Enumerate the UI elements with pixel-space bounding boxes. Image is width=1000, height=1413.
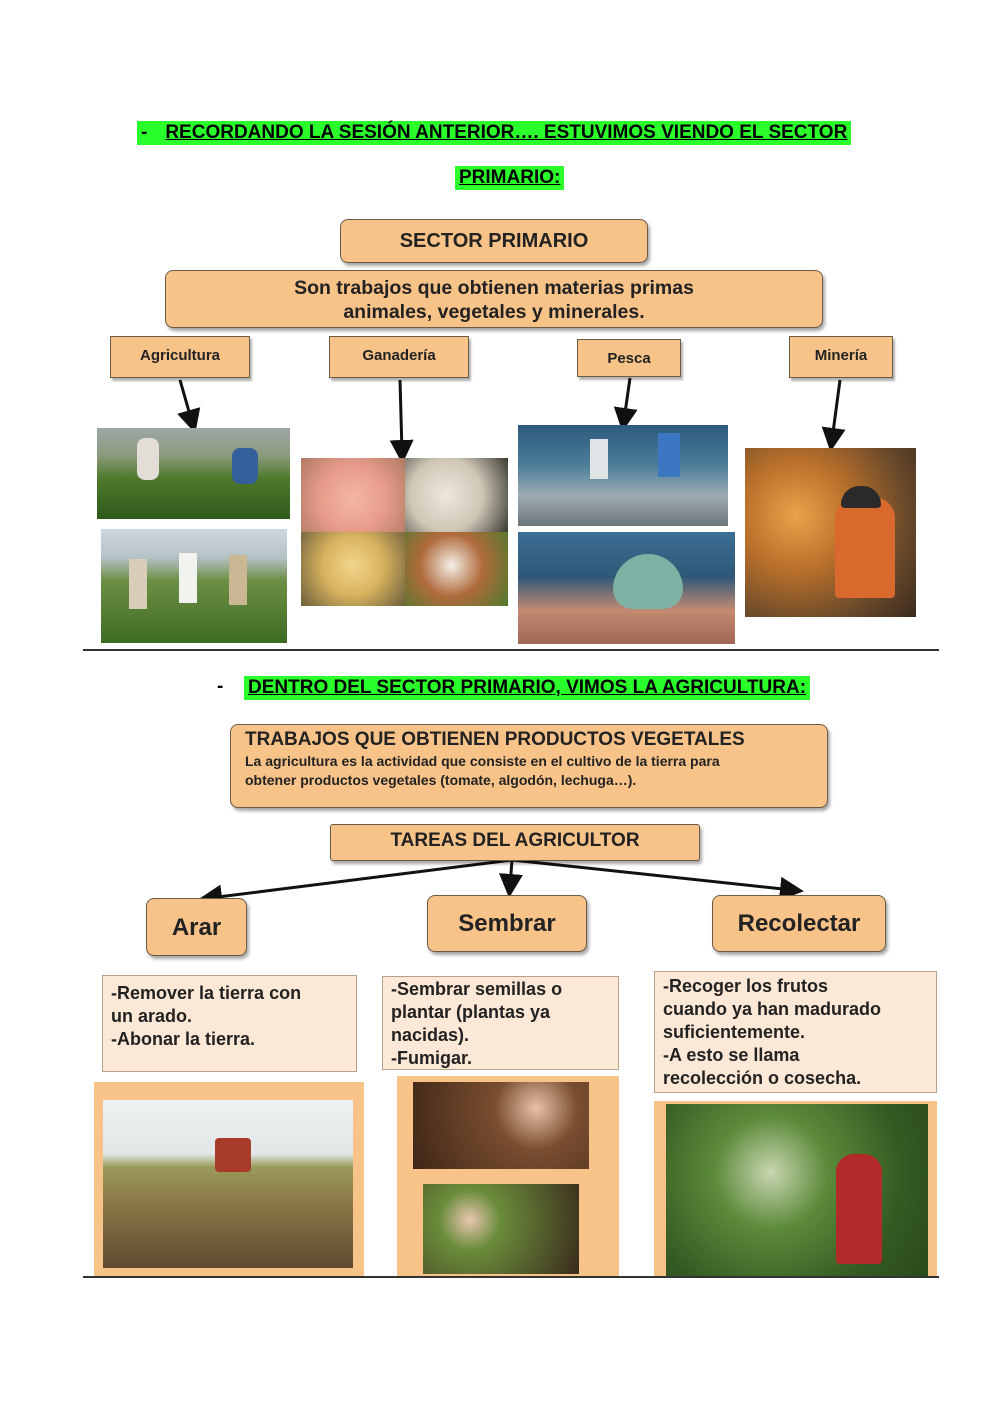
photo-pesca-1 <box>518 425 728 526</box>
sheep-photo <box>405 458 508 532</box>
tasks-title: TAREAS DEL AGRICULTOR <box>390 830 640 851</box>
photo-pesca-2 <box>518 532 735 644</box>
fishing-net <box>613 554 683 609</box>
arrow-ganaderia <box>400 380 402 452</box>
task-arar-description <box>102 975 357 1072</box>
desc-line: nacidas). <box>391 1025 470 1045</box>
heading-1-line-2: PRIMARIO: <box>455 166 564 190</box>
desc-line: -Recoger los frutos <box>663 976 829 996</box>
miner-figure <box>835 498 895 598</box>
fisherman-figure <box>658 433 680 477</box>
desc-line: -Sembrar semillas o <box>391 979 563 999</box>
arrow-recolectar <box>512 860 792 890</box>
miner-helmet <box>841 486 881 508</box>
farmer-figure <box>229 555 247 605</box>
task-recolectar-description <box>654 971 937 1093</box>
photo-sembrar-seeds <box>413 1082 589 1169</box>
divider-1 <box>83 649 939 651</box>
task-recolectar-box <box>712 895 886 952</box>
desc-line: plantar (plantas ya <box>391 1002 551 1022</box>
harvester-figure <box>836 1154 882 1264</box>
desc-line: -Fumigar. <box>391 1048 473 1068</box>
farmer-figure <box>232 448 258 484</box>
photo-sembrar-plant <box>423 1184 579 1274</box>
category-mineria: Minería <box>789 336 893 378</box>
desc-line: un arado. <box>111 1006 193 1026</box>
chick-photo <box>301 532 405 606</box>
fisherman-figure <box>590 439 608 479</box>
task-recolectar-label: Recolectar <box>737 910 861 937</box>
agri-description-line-1: La agricultura es la actividad que consiste en el cultivo de la tierra para <box>245 753 720 769</box>
arrow-agricultura <box>180 380 192 422</box>
sector-title: SECTOR PRIMARIO <box>399 230 589 252</box>
sector-definition-line-1: Son trabajos que obtienen materias primas <box>294 277 694 299</box>
task-sembrar-description <box>382 976 619 1070</box>
photo-arar-frame <box>94 1082 364 1276</box>
pig-photo <box>301 458 405 532</box>
category-pesca: Pesca <box>577 339 681 377</box>
desc-line: cuando ya han madurado <box>663 999 882 1019</box>
photo-recolectar <box>666 1104 928 1276</box>
tractor-shape <box>215 1138 251 1172</box>
heading-2-dash: - <box>217 676 224 697</box>
desc-line: suficientemente. <box>663 1022 806 1042</box>
category-ganaderia: Ganadería <box>329 336 469 378</box>
task-arar-box <box>146 898 247 956</box>
agri-title: TRABAJOS QUE OBTIENEN PRODUCTOS VEGETALES <box>245 729 745 750</box>
divider-2 <box>83 1276 939 1278</box>
task-arar-label: Arar <box>171 914 222 941</box>
arrow-mineria <box>832 380 840 440</box>
tasks-title-box <box>330 824 700 861</box>
desc-line: -A esto se llama <box>663 1045 800 1065</box>
photo-recolectar-frame <box>654 1101 937 1276</box>
task-sembrar-label: Sembrar <box>458 910 556 937</box>
task-sembrar-box <box>427 895 587 952</box>
photo-sembrar-frame <box>397 1076 619 1276</box>
agri-description-line-2: obtener productos vegetales (tomate, algodón, lechuga…). <box>245 772 637 788</box>
photo-ganaderia <box>301 458 508 606</box>
photo-agricultura-1 <box>97 428 290 519</box>
farmer-figure <box>129 559 147 609</box>
arrow-sembrar <box>510 860 512 886</box>
farmer-figure <box>179 553 197 603</box>
farmer-figure <box>137 438 159 480</box>
arrow-pesca <box>624 378 630 420</box>
photo-arar <box>103 1100 353 1268</box>
arrow-arar <box>210 860 512 898</box>
category-agricultura: Agricultura <box>110 336 250 378</box>
photo-mineria <box>745 448 916 617</box>
sector-definition-line-2: animales, vegetales y minerales. <box>343 301 645 323</box>
photo-agricultura-2 <box>101 529 287 643</box>
heading-2-text: DENTRO DEL SECTOR PRIMARIO, VIMOS LA AGRICULTURA: <box>244 676 810 700</box>
heading-1-dash: - <box>141 122 148 143</box>
desc-line: recolección o cosecha. <box>663 1068 862 1088</box>
cow-photo <box>405 532 508 606</box>
desc-line: -Abonar la tierra. <box>111 1029 256 1049</box>
desc-line: -Remover la tierra con <box>111 983 302 1003</box>
agri-definition-box <box>230 724 828 808</box>
heading-1-text: RECORDANDO LA SESIÓN ANTERIOR…. ESTUVIMOS VIENDO EL SECTOR <box>165 122 848 143</box>
